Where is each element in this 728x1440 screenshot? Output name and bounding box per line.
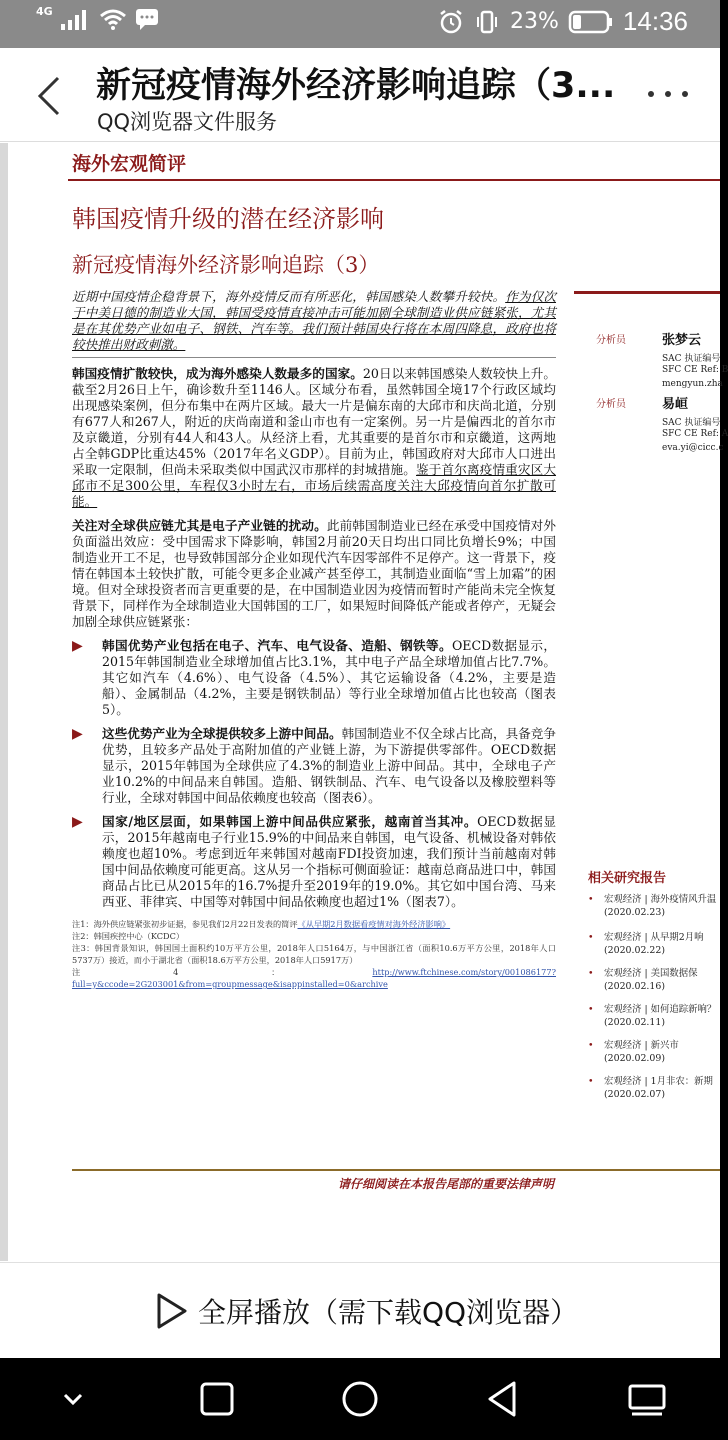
bullet-arrow-icon: ▶ (72, 726, 83, 742)
play-icon (153, 1291, 191, 1331)
legal-disclaimer: 请仔细阅读在本报告尾部的重要法律声明 (338, 1177, 555, 1191)
sidebar-rule (574, 291, 720, 294)
hide-nav-chevron-down-icon[interactable] (52, 1378, 94, 1420)
analyst-name: 张梦云 (662, 333, 702, 348)
footnote-link[interactable]: http://www.ftchinese.com/story/001086177?full=y&ccode=2G203001&from=groupmessage&isappinstalled=0&archive (72, 967, 556, 989)
status-bar (0, 0, 720, 48)
report-subheading: 新冠疫情海外经济影响追踪（3） (72, 253, 380, 277)
summary-paragraph (72, 289, 556, 358)
recent-apps-square-icon[interactable] (196, 1378, 238, 1420)
system-nav-bar (0, 1358, 720, 1440)
document-page (8, 143, 728, 1261)
related-report-item[interactable]: • 宏观经济 | 海外疫情风升温 (2020.02.23) (588, 894, 717, 918)
bullet-text: OECD数据显示，2015年韩国制造业全球增加值占比3.1%，其中电子产品全球增加值占比7.7%。其它如汽车（4.6%）、电气设备（4.5%）、其它运输设备（4.2%，主要是造船）、金属制品（4.2%，主要是钢铁制品）等行业全球增加值占比也较高（图表5）。 (102, 638, 556, 717)
report-sidebar: 分析员 张梦云 SAC 执证编号 SFC CE Ref: B mengyun.zha 分析员 易峘 SAC 执证编号 SFC CE Ref: A eva.yi@cicc.c 相关研究报告 • 宏观经济 | 海外疫情风升温 (2020.02.23) • 宏观经济 | 从早期2月响 (2020.02.22) • 宏观经济 | 美国数据保 (2020.02.16) • 宏观经济 | 如何追踪新响？ (2020.02.11) • 宏观经济 | 新兴市 (2020.02.09) • 宏观经济 | 1月非农：新期 (2020.02.07) (574, 291, 720, 1221)
signal-icon (61, 8, 91, 30)
bullet-lead: 这些优势产业为全球提供较多上游中间品。 (102, 726, 342, 741)
paragraph-outbreak (72, 366, 556, 510)
paragraph-outbreak-lead: 韩国疫情扩散较快，成为海外感染人数最多的国家。 (72, 366, 363, 381)
analyst-label: 分析员 (596, 399, 626, 410)
alarm-icon (438, 9, 464, 35)
battery-percent: 23% (510, 9, 559, 34)
paragraph-outbreak-underline: 鉴于首尔离疫情重灾区大邱市不足300公里，车程仅3小时左右，市场后续需高度关注大邱疫情向首尔扩散可能。 (72, 462, 557, 509)
clock: 14:36 (622, 6, 688, 36)
footnote: 注3：韩国背景知识，韩国国土面积约10万平方公里，2018年人口5164万，与中国浙江省（面积10.6万平方公里，2018年人口5737万）接近，而小于湖北省（面积18.6万平方公里，2018年人口5917万） (72, 943, 556, 965)
related-report-item[interactable]: • 宏观经济 | 美国数据保 (2020.02.16) (588, 968, 698, 992)
bullet-lead: 国家/地区层面，如果韩国上游中间品供应紧张，越南首当其冲。 (102, 814, 478, 829)
summary-text-a: 近期中国疫情企稳背景下，海外疫情反而有所恶化，韩国感染人数攀升较快。 (72, 289, 506, 304)
fullscreen-play-label: 全屏播放（需下载QQ浏览器） (198, 1296, 579, 1329)
related-report-item[interactable]: • 宏观经济 | 从早期2月响 (2020.02.22) (588, 932, 704, 956)
back-triangle-icon[interactable] (482, 1378, 524, 1420)
footnote: 注2：韩国疾控中心（KCDC） (72, 931, 185, 941)
footer-rule (72, 1169, 720, 1171)
summary-text-c: ，尤其是在其优势产业如电子、钢铁、汽车等。我们预计韩国央行将在本周四降息，政府也将较快推出财政刺激。 (72, 305, 557, 352)
home-circle-icon[interactable] (339, 1378, 381, 1420)
app-header (0, 48, 720, 142)
document-title: 新冠疫情海外经济影响追踪（3... (96, 66, 616, 106)
footnote: 注4：http://www.ftchinese.com/story/001086177?full=y&ccode=2G203001&from=groupmessage&isappinstalled=0&archive (72, 967, 556, 989)
bullet-arrow-icon: ▶ (72, 814, 83, 830)
related-report-item[interactable]: • 宏观经济 | 新兴市 (2020.02.09) (588, 1040, 679, 1064)
paragraph-supply-chain-text: 此前韩国制造业已经在承受中国疫情对外负面溢出效应：受中国需求下降影响，韩国2月前20天日均出口同比负增长9%；中国制造业开工不足，也导致韩国部分企业如现代汽车因零部件不足停产。这一背景下，疫情在韩国本土较快扩散，可能令更多企业减产甚至停工，其制造业面临“雪上加霜”的困境。但对全球投资者而言更重要的是，在中国制造业因为疫情而暂时产能尚未完全恢复背景下，同样作为全球制造业大国韩国的工厂，如果短时间降低产能或者停产，无疑会加剧全球供应链紧张： (72, 518, 557, 629)
bullet-item (72, 814, 556, 910)
analyst-label: 分析员 (596, 335, 626, 346)
paragraph-supply-chain-lead: 关注对全球供应链尤其是电子产业链的扰动。 (72, 518, 327, 533)
document-viewer[interactable] (0, 143, 728, 1261)
vibrate-icon (474, 9, 500, 35)
related-report-item[interactable]: • 宏观经济 | 如何追踪新响？ (2020.02.11) (588, 1004, 717, 1028)
bullet-arrow-icon: ▶ (72, 638, 83, 654)
header-rule (68, 179, 720, 181)
message-icon (135, 8, 159, 30)
paragraph-outbreak-text: 20日以来韩国感染人数较快上升。截至2月26日上午，确诊数升至1146人。区域分布看，虽然韩国全境17个行政区域均出现感染案例，但分布集中在两片区域。最大一片是偏东南的大邱市和庆尚北道，分别有677人和267人，附近的庆尚南道和釜山市也有一定案例。另一片是偏西北的首尔市及京畿道，分别有44人和43人。从经济上看，尤其重要的是首尔市和京畿道，这两地占全韩GDP比重达45%（2017年名义GDP）。目前为止，韩国政府对大邱市人口进出采取一定限制，但尚未采取类似中国武汉市那样的封城措施。 (72, 366, 557, 477)
more-options-icon[interactable] (646, 88, 690, 100)
status-left (36, 4, 159, 30)
bullet-lead: 韩国优势产业包括在电子、汽车、电气设备、造船、钢铁等。 (102, 638, 452, 653)
summary-text-b: 作为仅次于中美日德的制造业大国，韩国受疫情直接冲击可能加剧全球制造业供应链紧张 (72, 289, 557, 320)
back-arrow-icon[interactable] (30, 74, 70, 118)
fullscreen-play-button[interactable] (0, 1262, 720, 1358)
related-report-item[interactable]: • 宏观经济 | 1月非农：新期 (2020.02.07) (588, 1076, 713, 1100)
document-source: QQ浏览器文件服务 (97, 110, 278, 134)
paragraph-supply-chain (72, 518, 556, 630)
report-body (72, 289, 556, 990)
battery-icon (569, 10, 613, 34)
report-heading: 韩国疫情升级的潜在经济影响 (72, 205, 384, 233)
section-tag: 海外宏观简评 (72, 153, 187, 175)
bullet-text: 韩国制造业不仅全球占比高，具备竞争优势，且较多产品处于高附加值的产业链上游，为下游提供零部件。OECD数据显示，2015年韩国为全球供应了4.3%的制造业上游中间品。其中，全球电子产业10.2%的中间品来自韩国。造船、钢铁制品、汽车、电气设备以及橡胶塑料等行业，全球对韩国中间品依赖度也较高（图表6）。 (102, 726, 557, 805)
footnote-link[interactable]: 《从早期2月数据看疫情对海外经济影响》 (297, 919, 451, 929)
footnote: 注1：海外供应链紧张初步证据，参见我们2月22日发表的简评《从早期2月数据看疫情对海外经济影响》 (72, 919, 451, 929)
footnotes (72, 918, 556, 990)
status-right (438, 6, 688, 37)
network-type: 4G (36, 4, 53, 18)
analyst-name: 易峘 (662, 397, 689, 412)
related-reports-title: 相关研究报告 (588, 871, 667, 886)
bullet-item (72, 638, 556, 718)
wifi-icon (99, 8, 127, 30)
screen-mode-icon[interactable] (626, 1378, 668, 1420)
bullet-item (72, 726, 556, 806)
bullet-text: OECD数据显示，2015年越南电子行业15.9%的中间品来自韩国，电气设备、机械设备对韩依赖度也超10%。考虑到近年来韩国对越南FDI投资加速，我们预计当前越南对韩国中间品依赖度可能更高。这从另一个指标可侧面验证：越南总商品进口中，韩国商品占比已从2015年的16.7%提升至2019年的19.0%。其它如中国台湾、马来西亚、菲律宾、中国等对韩国中间品依赖度也超过1%（图表7）。 (102, 814, 556, 909)
